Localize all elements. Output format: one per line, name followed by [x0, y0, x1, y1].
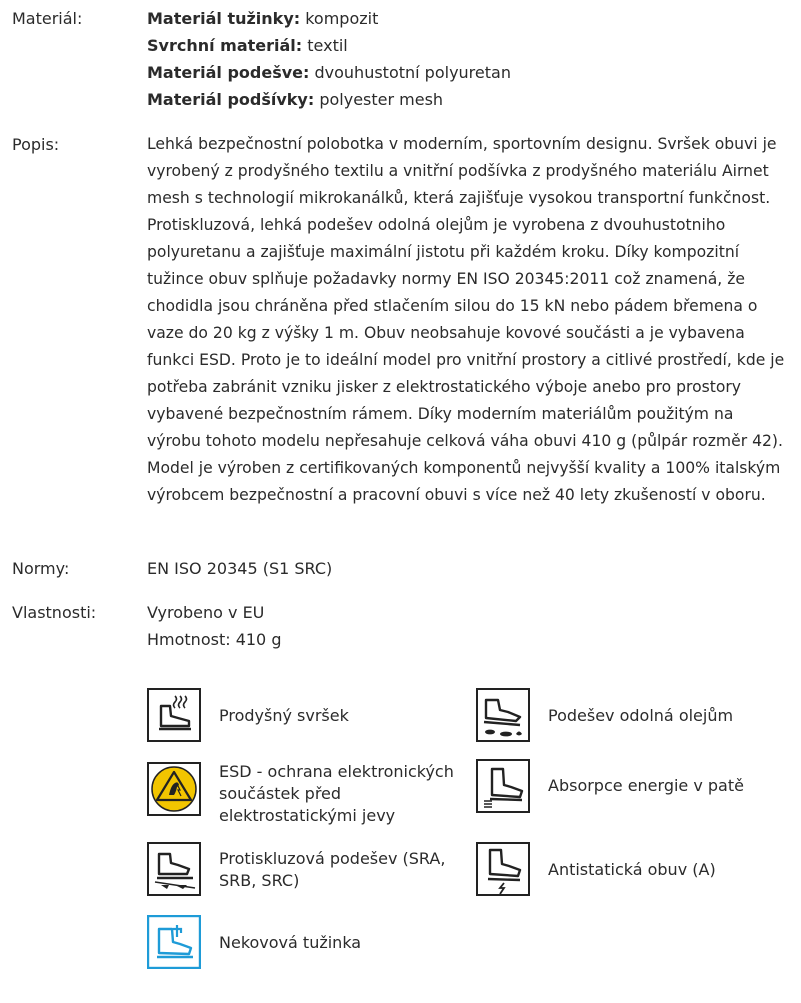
- properties-label: Vlastnosti:: [12, 603, 97, 622]
- feature-heel-energy-absorption: [476, 759, 776, 823]
- description-row: [0, 131, 801, 541]
- material-item: Materiál podešve: dvouhustotní polyuretan: [147, 63, 511, 82]
- property-weight: Hmotnost: 410 g: [147, 630, 282, 649]
- feature-icons-grid: [0, 685, 801, 985]
- breathable-upper-icon: [147, 688, 201, 742]
- property-made-in: Vyrobeno v EU: [147, 603, 265, 622]
- standards-label: Normy:: [12, 559, 70, 578]
- feature-label: Protiskluzová podešev (SRA, SRB, SRC): [219, 849, 446, 890]
- feature-label: ESD - ochrana elektronických součástek před elektrostatickými jevy: [219, 762, 454, 825]
- feature-non-metallic-toecap: [147, 915, 467, 979]
- feature-oil-resistant-sole: [476, 688, 776, 752]
- esd-warning-icon: [147, 762, 201, 816]
- feature-esd: [147, 762, 467, 826]
- feature-label: Nekovová tužinka: [219, 933, 362, 952]
- anti-slip-sole-icon: [147, 842, 201, 896]
- feature-label: Absorpce energie v patě: [548, 776, 744, 795]
- material-item: Materiál podšívky: polyester mesh: [147, 90, 444, 109]
- description-text: Lehká bezpečnostní polobotka v moderním, sportovním designu. Svršek obuvi je vyrobený z prodyšného textilu a vnitřní podšívka z prodyšného materiálu Airnet mesh s technologií mikrokanálků, která zajišťuje vysokou transportní funkčnost. Protiskluzová, lehká podešev odolná olejům je vyrobena z dvouhustotniho polyuretanu a zajišťuje maximální jistotu při každém kroku. Díky kompozitní tužince obuv splňuje požadavky normy EN ISO 20345:2011 což znamená, že chodidla jsou chráněna před stlačením silou do 15 kN nebo pádem břemena o vaze do 20 kg z výšky 1 m. Obuv neobsahuje kovové součásti a je vybavena funkci ESD. Proto je to ideální model pro vnitřní prostory a citlivé prostředí, kde je potřeba zabránit vzniku jisker z elektrostatického výboje anebo pro prostory vybavené bezpečnostním rámem. Díky moderním materiálům použitým na výrobu tohoto modelu nepřesahuje celková váha obuvi 410 g (půlpár rozměr 42). Model je výroben z certifikovaných komponentů nejvyšší kvality a 100% italským výrobcem bezpečnostní a pracovní obuvi s více než 40 lety zkušeností v oboru.: [147, 135, 785, 504]
- standards-value: EN ISO 20345 (S1 SRC): [147, 559, 333, 578]
- feature-breathable-upper: [147, 688, 467, 752]
- oil-resistant-sole-icon: [476, 688, 530, 742]
- material-label: Materiál:: [12, 9, 83, 28]
- properties-row: [0, 599, 801, 655]
- material-item: Materiál tužinky: kompozit: [147, 9, 379, 28]
- material-row: [0, 5, 801, 115]
- feature-label: Podešev odolná olejům: [548, 706, 734, 725]
- antistatic-shoe-icon: [476, 842, 530, 896]
- feature-label: Antistatická obuv (A): [548, 860, 716, 879]
- feature-antistatic-shoe: [476, 842, 776, 906]
- feature-anti-slip-sole: [147, 842, 467, 906]
- non-metallic-toecap-icon: [147, 915, 201, 969]
- standards-row: [0, 555, 801, 583]
- material-item: Svrchní materiál: textil: [147, 36, 348, 55]
- heel-energy-absorption-icon: [476, 759, 530, 813]
- material-list: [147, 5, 787, 113]
- properties-list: [147, 599, 787, 653]
- description-label: Popis:: [12, 135, 60, 154]
- feature-label: Prodyšný svršek: [219, 706, 349, 725]
